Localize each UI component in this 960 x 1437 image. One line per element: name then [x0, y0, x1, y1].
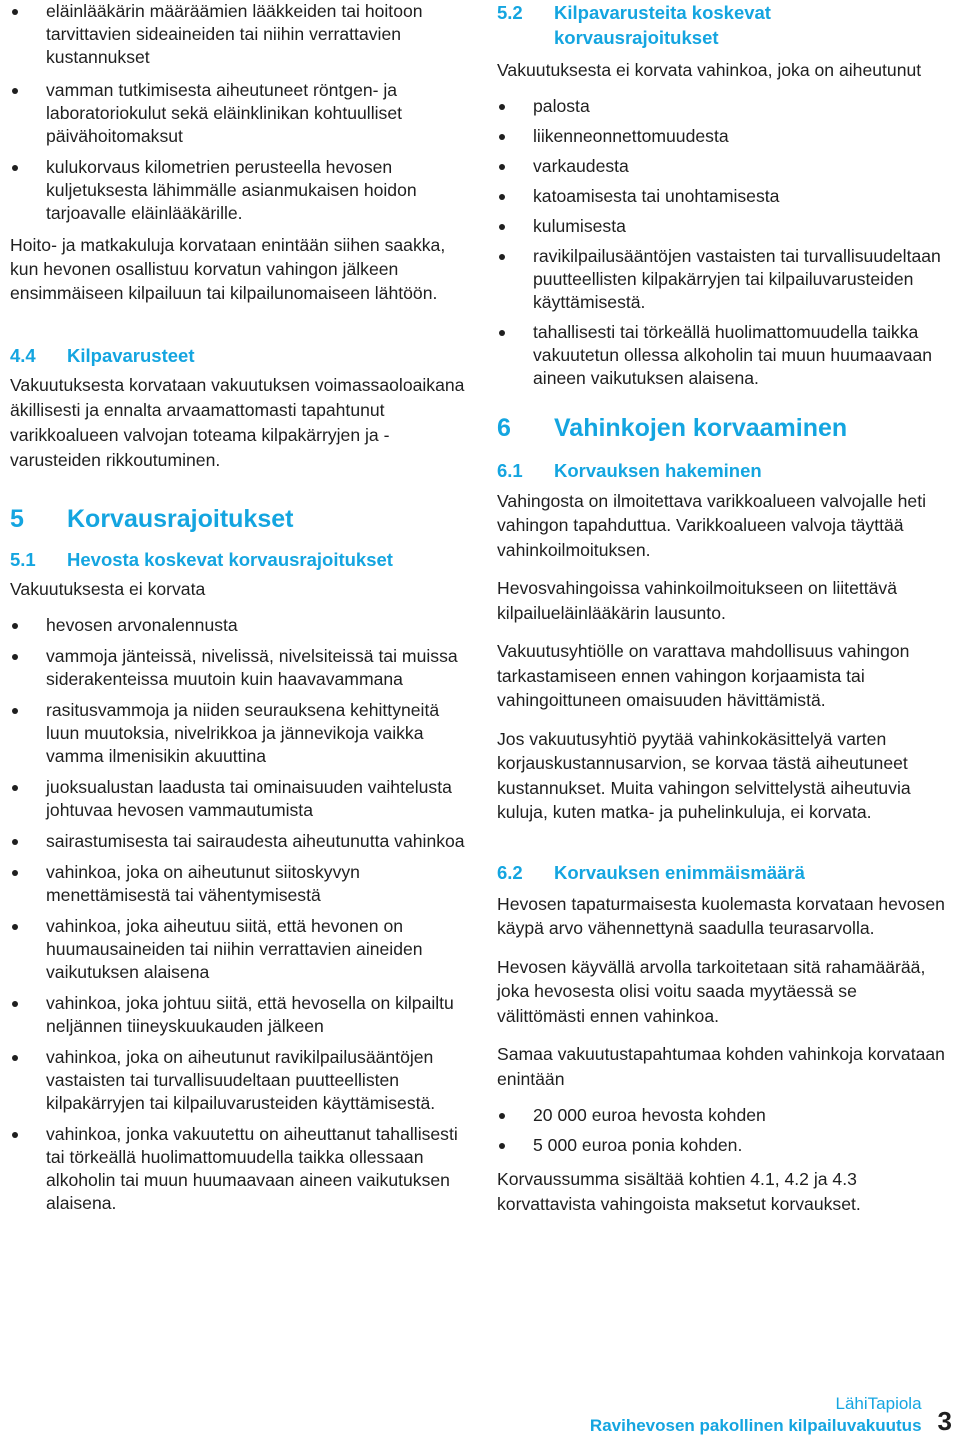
list-item: kulumisesta — [497, 215, 949, 238]
list-item: tahallisesti tai törkeällä huolimattomuudella taikka vakuutetun ollessa alkoholin tai muun huumaavaan aineen vaikutuksen alaisena. — [497, 321, 949, 390]
intro-cost-list — [10, 0, 472, 225]
chapter-title: Korvausrajoitukset — [67, 505, 294, 533]
paragraph: Hevosvahingoissa vahinkoilmoitukseen on liitettävä kilpailueläinlääkärin lausunto. — [497, 578, 897, 623]
section-title: Kilpavarusteita koskevat korvausrajoitukset — [554, 2, 771, 48]
list-item: vahinkoa, jonka vakuutettu on aiheuttanut tahallisesti tai törkeällä huolimattomuudella taikka ollessaan alkoholin tai muun huumaavaan aineen vaikutuksen alaisena. — [10, 1123, 472, 1215]
paragraph: Vakuutusyhtiölle on varattava mahdollisuus vahingon tarkastamiseen ennen vahingon korjaamista tai vahingoittuneen omaisuuden hävittämistä. — [497, 641, 910, 710]
list-item: vamman tutkimisesta aiheutuneet röntgen- ja laboratoriokulut sekä eläinklinikan kohtuulliset päivähoitomaksut — [10, 79, 472, 148]
list-item: varkaudesta — [497, 155, 949, 178]
list-item: kulukorvaus kilometrien perusteella hevosen kuljetuksesta lähimmälle asianmukaisen hoidon tarjoavalle eläinlääkärille. — [10, 156, 472, 225]
page-number: 3 — [937, 1406, 952, 1436]
list-item: vahinkoa, joka johtuu siitä, että hevosella on kilpailtu neljännen tiineyskuukauden jälkeen — [10, 992, 472, 1038]
list-item: sairastumisesta tai sairaudesta aiheutunutta vahinkoa — [10, 830, 472, 853]
care-costs-paragraph: Hoito- ja matkakuluja korvataan enintään siihen saakka, kun hevonen osallistuu korvatun vahingon jälkeen ensimmäiseen kilpailuun tai kilpailunomaiseen lähtöön. — [10, 235, 446, 303]
chapter-6-heading — [497, 412, 949, 444]
list-item: juoksualustan laadusta tai ominaisuuden vaihtelusta johtuvaa hevosen vammautumista — [10, 776, 472, 822]
list-item: vahinkoa, joka aiheutuu siitä, että hevonen on huumausaineiden tai niihin verrattavien aineiden vaikutuksen alaisena — [10, 915, 472, 984]
section-4-4-text: Vakuutuksesta korvataan vakuutuksen voimassaoloaikana äkillisesti ja ennalta arvaamattomasti tapahtunut varikkoalueen valvojan toteama kilpakärryjen ja -varusteiden rikkoutuminen. — [10, 375, 465, 470]
list-item: palosta — [497, 95, 949, 118]
document-title: Ravihevosen pakollinen kilpailuvakuutus — [589, 1416, 922, 1435]
section-4-4-heading — [10, 343, 472, 368]
paragraph: Vahingosta on ilmoitettava varikkoalueen valvojalle heti vahingon tapahduttua. Varikkoalueen valvoja täyttää vahinkoilmoituksen. — [497, 490, 927, 560]
list-item: eläinlääkärin määräämien lääkkeiden tai hoitoon tarvittavien sideaineiden tai niihin verrattavien kustannukset — [10, 0, 472, 69]
equipment-exclusions-list — [497, 95, 949, 390]
list-item: hevosen arvonalennusta — [10, 614, 472, 637]
list-item: 20 000 euroa hevosta kohden — [497, 1104, 949, 1127]
section-title: Kilpavarusteet — [67, 345, 195, 366]
section-number: 5.1 — [10, 549, 36, 570]
section-5-2-heading — [497, 0, 949, 50]
list-item: ravikilpailusääntöjen vastaisten tai turvallisuudeltaan puutteellisten kilpakärryjen tai kilpailuvarusteiden käyttämisestä. — [497, 245, 949, 314]
list-item: vahinkoa, joka on aiheutunut ravikilpailusääntöjen vastaisten tai turvallisuudeltaan puutteellisten kilpakärryjen tai kilpailuvarusteiden käyttämisestä. — [10, 1046, 472, 1115]
exclusions-list — [10, 614, 472, 1215]
section-6-1-heading — [497, 458, 949, 483]
page-footer — [590, 1393, 952, 1437]
closing-paragraph: Korvaussumma sisältää kohtien 4.1, 4.2 ja 4.3 korvattavista vahingoista maksetut korvaukset. — [497, 1169, 861, 1214]
section-number: 5.2 — [497, 2, 523, 23]
list-item: 5 000 euroa ponia kohden. — [497, 1134, 949, 1157]
chapter-5-heading — [10, 503, 472, 535]
list-item: vahinkoa, joka on aiheutunut siitoskyvyn menettämisestä tai vähentymisestä — [10, 861, 472, 907]
section-title: Hevosta koskevat korvausrajoitukset — [67, 549, 393, 570]
section-5-1-heading — [10, 547, 472, 572]
list-item: liikenneonnettomuudesta — [497, 125, 949, 148]
list-item: katoamisesta tai unohtamisesta — [497, 185, 949, 208]
section-5-1-lead: Vakuutuksesta ei korvata — [10, 579, 206, 599]
paragraph: Jos vakuutusyhtiö pyytää vahinkokäsittelyä varten korjauskustannusarvion, se korvaa tästä aiheutuneet kustannukset. Muita vahingon selvittelystä aiheutuvia kuluja, kuten matka- ja puhelinkuluja, ei korvata. — [497, 728, 911, 822]
right-column — [497, 0, 949, 1216]
paragraph: Hevosen käyvällä arvolla tarkoitetaan sitä rahamäärää, joka hevosesta olisi voitu saada myytäessä se välittömästi ennen vahinkoa. — [497, 956, 926, 1026]
section-title: Korvauksen hakeminen — [554, 459, 762, 481]
chapter-number: 5 — [10, 505, 24, 533]
section-5-2-lead: Vakuutuksesta ei korvata vahinkoa, joka on aiheutunut — [497, 60, 922, 80]
paragraph: Samaa vakuutustapahtumaa kohden vahinkoja korvataan enintään — [497, 1044, 945, 1089]
list-item: rasitusvammoja ja niiden seurauksena kehittyneitä luun muutoksia, nivelrikkoa ja jännevikoja vaikka vamma ilmenisikin akuuttina — [10, 699, 472, 768]
section-number: 6.2 — [497, 861, 523, 883]
section-number: 4.4 — [10, 345, 36, 366]
section-number: 6.1 — [497, 459, 523, 481]
list-item: vammoja jänteissä, nivelissä, nivelsiteissä tai muissa siderakenteissa muutoin kuin haavavammana — [10, 645, 472, 691]
chapter-title: Vahinkojen korvaaminen — [554, 413, 848, 442]
section-title: Korvauksen enimmäismäärä — [554, 861, 805, 883]
paragraph: Hevosen tapaturmaisesta kuolemasta korvataan hevosen käypä arvo vähennettynä saadulla teurasarvolla. — [497, 893, 945, 938]
left-column — [10, 0, 472, 1215]
section-6-2-heading — [497, 860, 949, 885]
compensation-limits-list — [497, 1104, 949, 1157]
chapter-number: 6 — [497, 413, 511, 442]
brand-name: LähiTapiola — [835, 1394, 922, 1413]
footer-text — [590, 1393, 922, 1437]
